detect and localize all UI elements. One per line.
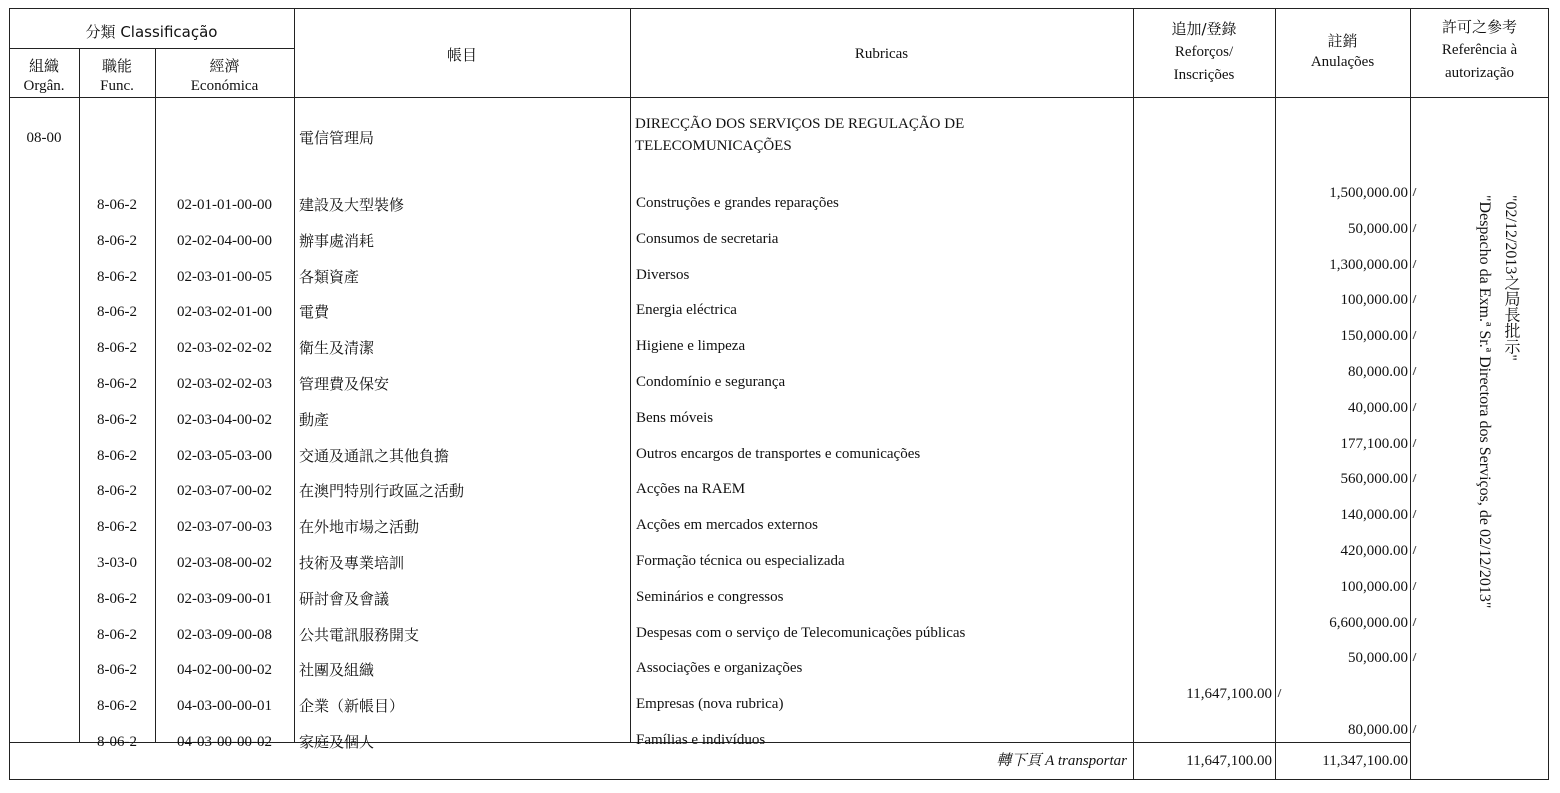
row-func-code: 8-06-2	[97, 304, 137, 320]
total-label	[630, 752, 1127, 770]
row-func-code: 8-06-2	[97, 627, 137, 643]
row-rubrica-pt: Energia eléctrica	[636, 302, 737, 318]
row-econ-code: 02-03-04-00-02	[177, 412, 272, 428]
col-divider-rubrica-zh	[630, 8, 631, 742]
row-rubrica-zh: 動產	[299, 411, 330, 429]
row-rubrica-pt: Bens móveis	[636, 410, 714, 426]
row-func-code: 8-06-2	[97, 448, 137, 464]
row-rubrica-pt: Construções e grandes reparações	[636, 195, 839, 211]
row-rubrica-zh: 在外地市場之活動	[299, 518, 420, 536]
row-econ-code: 02-03-02-02-02	[177, 340, 272, 356]
row-econ-code: 02-03-09-00-08	[177, 627, 272, 643]
organ-name-zh: 電信管理局	[299, 129, 375, 147]
row-econ-code: 02-03-07-00-02	[177, 483, 272, 499]
organ-code: 08-00	[26, 130, 62, 146]
row-func-code: 8-06-2	[97, 376, 137, 392]
row-func-code: 8-06-2	[97, 412, 137, 428]
row-anulacao: 80,000.00	[1348, 364, 1408, 380]
organ-name-pt-line2: TELECOMUNICAÇÕES	[635, 138, 792, 154]
row-econ-code: 02-01-01-00-00	[177, 197, 272, 213]
row-rubrica-pt: Empresas (nova rubrica)	[636, 696, 784, 712]
row-anulacao: 6,600,000.00	[1329, 615, 1408, 631]
row-econ-code: 04-03-00-00-01	[177, 698, 272, 714]
row-rubrica-zh: 在澳門特別行政區之活動	[299, 482, 465, 500]
row-econ-code: 02-03-09-00-01	[177, 591, 272, 607]
header-econ-zh: 經濟	[209, 57, 240, 75]
header-func-zh: 職能	[101, 57, 132, 75]
row-econ-code: 02-03-08-00-02	[177, 555, 272, 571]
header-classificacao: 分類 Classificação	[85, 23, 218, 41]
row-rubrica-zh: 技術及專業培訓	[299, 554, 405, 572]
row-func-code: 8-06-2	[97, 698, 137, 714]
total-reforcos: 11,647,100.00	[1186, 753, 1272, 769]
header-ref-pt2: autorização	[1444, 65, 1515, 81]
row-anulacao: 1,300,000.00	[1329, 257, 1408, 273]
row-rubrica-zh: 家庭及個人	[299, 733, 375, 751]
row-rubrica-pt: Associações e organizações	[636, 660, 803, 676]
row-rubrica-pt: Condomínio e segurança	[636, 374, 786, 390]
header-reforcos-pt1: Reforços/	[1174, 44, 1234, 60]
row-rubrica-zh: 研討會及會議	[299, 590, 390, 608]
row-anulacao: 50,000.00	[1348, 221, 1408, 237]
total-label-text: 轉下頁 A transportar	[996, 753, 1127, 769]
row-econ-code: 02-03-07-00-03	[177, 519, 272, 535]
row-anulacao: 150,000.00	[1340, 328, 1408, 344]
row-func-code: 8-06-2	[97, 591, 137, 607]
row-func-code: 8-06-2	[97, 269, 137, 285]
row-func-code: 8-06-2	[97, 197, 137, 213]
row-rubrica-zh: 電費	[299, 303, 330, 321]
row-anulacao: 560,000.00	[1340, 471, 1408, 487]
row-econ-code: 02-03-02-02-03	[177, 376, 272, 392]
total-anulacoes: 11,347,100.00	[1322, 753, 1408, 769]
row-func-code: 8-06-2	[97, 483, 137, 499]
row-rubrica-zh: 辦事處消耗	[299, 232, 375, 250]
header-organ-pt: Orgân.	[23, 78, 65, 94]
row-func-code: 8-06-2	[97, 519, 137, 535]
row-rubrica-zh: 管理費及保安	[299, 375, 390, 393]
col-divider-rubrica-pt	[1133, 8, 1134, 780]
referencia-vertical	[1462, 195, 1532, 665]
row-func-code: 8-06-2	[97, 662, 137, 678]
header-sub-rule	[9, 48, 294, 49]
header-func-pt: Func.	[100, 78, 134, 94]
header-rubrica-zh: 帳目	[446, 46, 477, 64]
row-rubrica-pt: Acções na RAEM	[636, 481, 746, 497]
row-econ-code: 04-02-00-00-02	[177, 662, 272, 678]
header-ref-zh: 許可之參考	[1441, 18, 1517, 36]
header-econ-pt: Económica	[190, 78, 259, 94]
header-bottom-rule	[9, 97, 1549, 98]
row-func-code: 8-06-2	[97, 340, 137, 356]
row-reforco: 11,647,100.00	[1186, 686, 1272, 702]
organ-name-pt-line1: DIRECÇÃO DOS SERVIÇOS DE REGULAÇÃO DE	[635, 116, 965, 132]
header-organ-zh: 組織	[28, 57, 59, 75]
row-rubrica-pt: Higiene e limpeza	[636, 338, 746, 354]
row-anulacao: 80,000.00	[1348, 722, 1408, 738]
row-func-code: 8-06-2	[97, 734, 137, 750]
row-econ-code: 02-03-05-03-00	[177, 448, 272, 464]
row-rubrica-pt: Acções em mercados externos	[636, 517, 819, 533]
row-rubrica-zh: 建設及大型裝修	[299, 196, 405, 214]
header-reforcos-zh: 追加/登錄	[1171, 20, 1237, 38]
row-econ-code: 02-03-01-00-05	[177, 269, 272, 285]
header-reforcos-pt2: Inscrições	[1173, 67, 1235, 83]
row-func-code: 3-03-0	[97, 555, 137, 571]
row-rubrica-pt: Diversos	[636, 267, 690, 283]
row-rubrica-pt: Consumos de secretaria	[636, 231, 779, 247]
referencia-line1: "02/12/2013之局長批示"	[1502, 195, 1519, 361]
row-rubrica-zh: 社團及組織	[299, 661, 375, 679]
row-rubrica-zh: 企業（新帳目）	[299, 697, 405, 715]
row-econ-code: 04-03-00-00-02	[177, 734, 272, 750]
row-anulacao: 1,500,000.00	[1329, 185, 1408, 201]
row-rubrica-zh: 交通及通訊之其他負擔	[299, 447, 450, 465]
header-rubrica-pt: Rubricas	[854, 46, 909, 62]
row-anulacao: 100,000.00	[1340, 292, 1408, 308]
col-divider-econ	[294, 8, 295, 742]
row-rubrica-pt: Despesas com o serviço de Telecomunicações públicas	[636, 625, 966, 641]
header-anulacoes-pt: Anulações	[1310, 54, 1375, 70]
row-rubrica-pt: Outros encargos de transportes e comunicações	[636, 446, 921, 462]
referencia-line2: "Despacho da Exm.ª Sr.ª Directora dos Serviços, de 02/12/2013"	[1476, 195, 1493, 609]
row-anulacao: 177,100.00	[1340, 436, 1408, 452]
row-anulacao: 420,000.00	[1340, 543, 1408, 559]
row-anulacao: 100,000.00	[1340, 579, 1408, 595]
row-rubrica-zh: 公共電訊服務開支	[299, 626, 420, 644]
row-rubrica-pt: Seminários e congressos	[636, 589, 784, 605]
header-ref-pt1: Referência à	[1441, 42, 1518, 58]
row-econ-code: 02-02-04-00-00	[177, 233, 272, 249]
row-anulacao: 140,000.00	[1340, 507, 1408, 523]
row-rubrica-pt: Famílias e indivíduos	[636, 732, 766, 748]
row-anulacao: 40,000.00	[1348, 400, 1408, 416]
row-func-code: 8-06-2	[97, 233, 137, 249]
row-rubrica-zh: 各類資產	[299, 268, 360, 286]
row-rubrica-zh: 衛生及清潔	[299, 339, 375, 357]
row-econ-code: 02-03-02-01-00	[177, 304, 272, 320]
col-divider-anulacoes	[1410, 8, 1411, 780]
header-anulacoes-zh: 註銷	[1327, 32, 1358, 50]
row-rubrica-pt: Formação técnica ou especializada	[636, 553, 845, 569]
row-anulacao: 50,000.00	[1348, 650, 1408, 666]
